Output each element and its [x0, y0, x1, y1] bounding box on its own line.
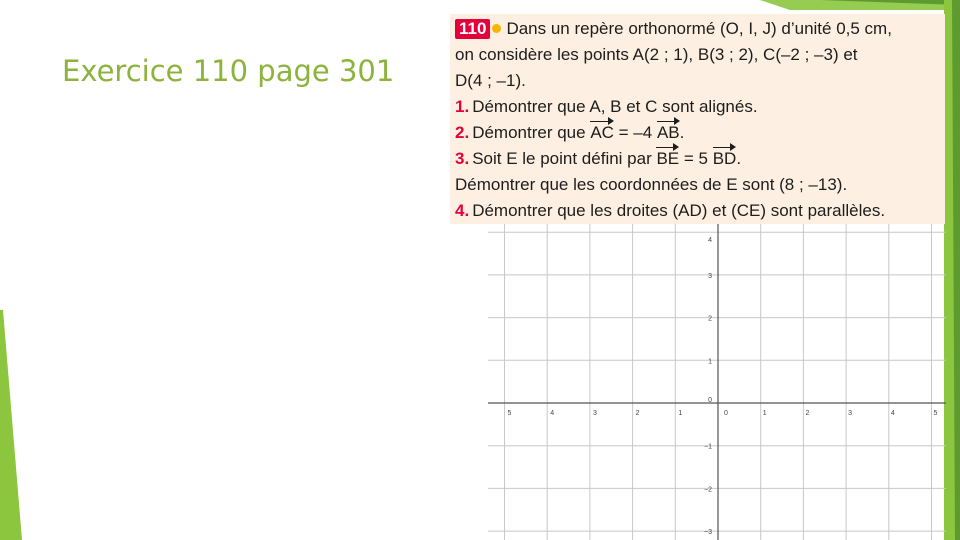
question-number: 4.: [455, 201, 470, 220]
y-tick-label: −1: [704, 443, 712, 451]
question-text: Démontrer que les droites (AD) et (CE) sont parallèles.: [472, 201, 886, 220]
slide-title: Exercice 110 page 301: [62, 54, 395, 88]
y-tick-label: 1: [708, 358, 712, 366]
x-tick-label: 5: [933, 410, 938, 417]
exercise-line: [455, 42, 943, 68]
y-tick-label: 2: [708, 315, 712, 323]
exercise-line: [455, 16, 943, 42]
question-text: .: [679, 123, 685, 142]
vector-label: AB: [657, 120, 680, 146]
x-tick-label: 0: [724, 410, 728, 417]
exercise-line: [455, 198, 943, 224]
x-tick-label: 4: [890, 410, 895, 417]
x-tick-label: 5: [507, 410, 512, 417]
coordinate-grid: [488, 224, 946, 540]
x-tick-label: 3: [848, 410, 853, 417]
exercise-line: [455, 120, 943, 146]
x-tick-label: 2: [635, 410, 640, 417]
x-tick-label: 4: [550, 410, 555, 417]
y-tick-label: −2: [704, 486, 712, 494]
question-text: Soit E le point défini par: [472, 149, 657, 168]
x-tick-label: 1: [762, 410, 767, 417]
exercise-line: [455, 146, 943, 172]
x-tick-label: 1: [678, 410, 683, 417]
question-number: 1.: [455, 97, 470, 116]
vector-label: BE: [656, 146, 679, 172]
exercise-box: [450, 14, 945, 224]
y-tick-label: 4: [708, 237, 712, 245]
question-number: 3.: [455, 149, 470, 168]
exercise-line-text: on considère les points A(2 ; 1), B(3 ; 2), C(–2 ; –3) et: [455, 45, 858, 64]
exercise-line: [455, 172, 943, 198]
question-text: Démontrer que A, B et C sont alignés.: [472, 97, 758, 116]
vector-label: BD: [713, 146, 737, 172]
exercise-line-text: Démontrer que les coordonnées de E sont (8 ; –13).: [455, 175, 848, 194]
y-tick-label: −3: [704, 529, 712, 537]
difficulty-dot-icon: [492, 24, 501, 33]
exercise-line: [455, 68, 943, 94]
y-tick-label: 0: [708, 397, 712, 404]
exercise-line-text: Dans un repère orthonormé (O, I, J) d’unité 0,5 cm,: [506, 19, 892, 38]
exercise-line: [455, 94, 943, 120]
green-sliver-left: [0, 310, 22, 540]
y-tick-label: 3: [708, 272, 712, 280]
exercise-text: [455, 16, 943, 224]
question-text: = 5: [679, 149, 713, 168]
question-text: = –4: [613, 123, 657, 142]
exercise-line-text: D(4 ; –1).: [455, 71, 526, 90]
x-tick-label: 2: [805, 410, 810, 417]
x-tick-label: 3: [592, 410, 597, 417]
vector-label: AC: [590, 120, 614, 146]
exercise-number-badge: 110: [455, 19, 490, 39]
question-text: Démontrer que: [472, 123, 591, 142]
question-number: 2.: [455, 123, 470, 142]
question-text: .: [736, 149, 742, 168]
